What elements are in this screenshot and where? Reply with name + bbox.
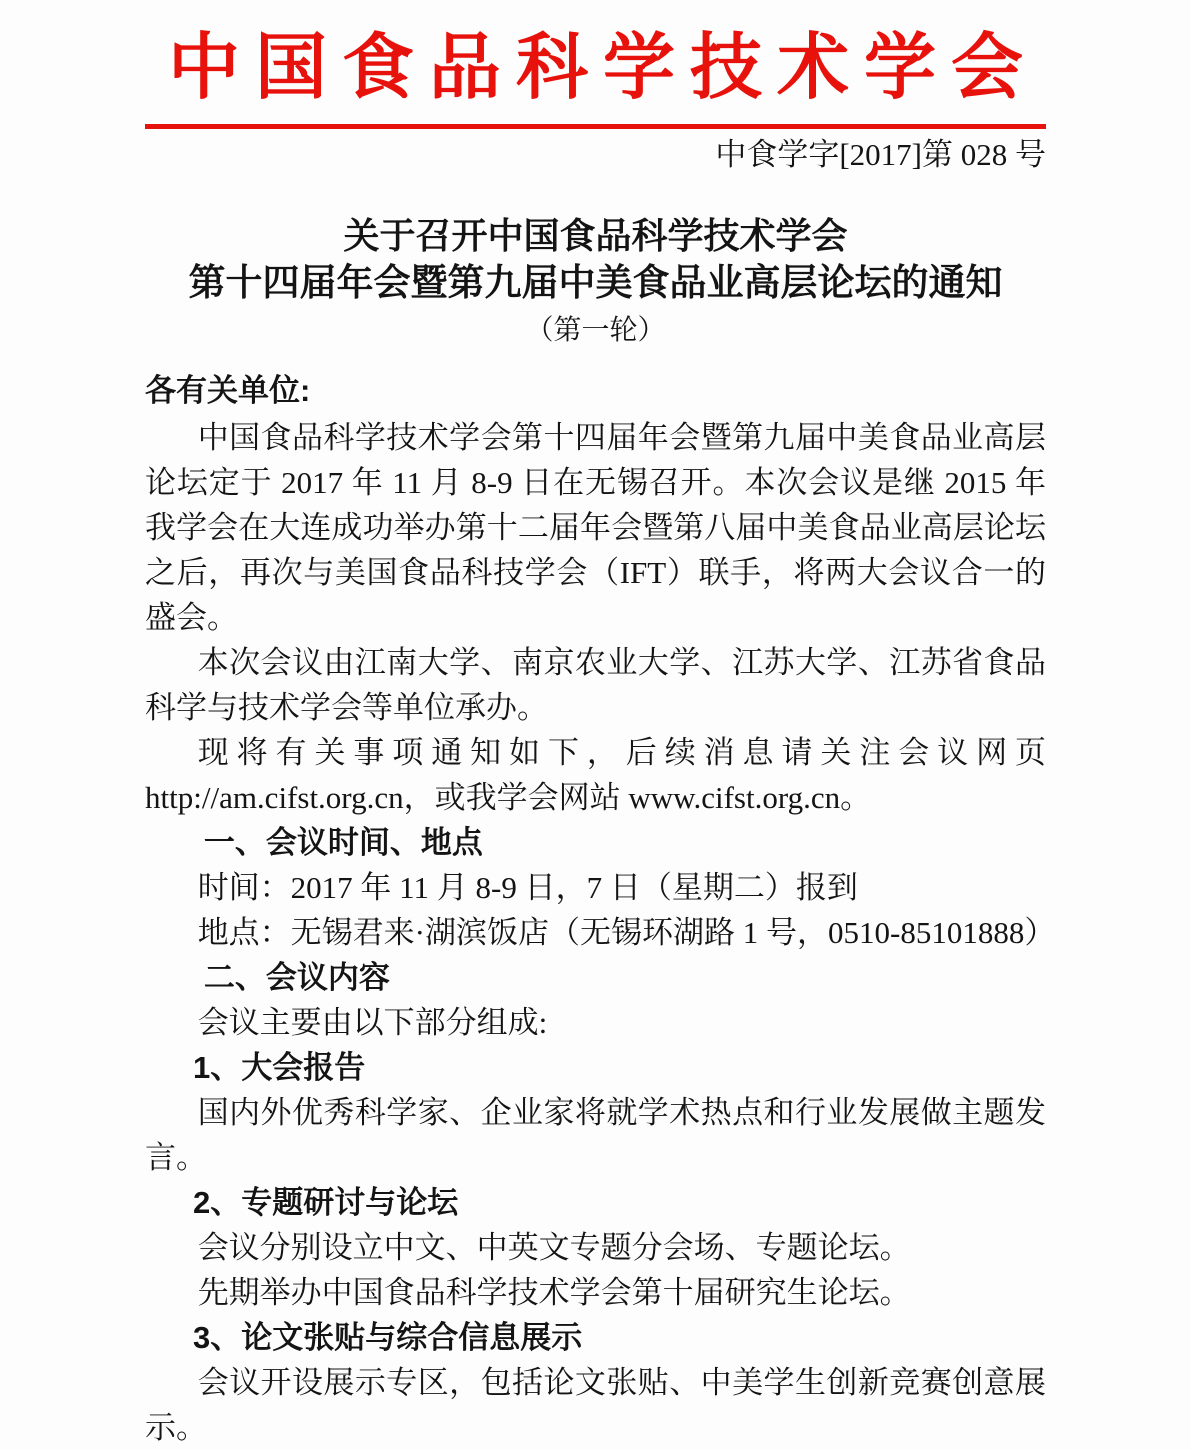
notice-title-line1: 关于召开中国食品科学技术学会 — [343, 215, 848, 256]
document-body — [145, 415, 1056, 1450]
salutation: 各有关单位: — [145, 373, 311, 408]
paragraph: 国内外优秀科学家、企业家将就学术热点和行业发展做主题发言。 — [145, 1095, 1046, 1175]
numbered-heading: 2、专题研讨与论坛 — [193, 1185, 459, 1220]
notice-title-line2: 第十四届年会暨第九届中美食品业高层论坛的通知 — [188, 262, 1003, 303]
paragraph: 现将有关事项通知如下，后续消息请关注会议网页 http://am.cifst.org.cn，或我学会网站 www.cifst.org.cn。 — [145, 735, 1046, 815]
paragraph: 本次会议由江南大学、南京农业大学、江苏大学、江苏省食品科学与技术学会等单位承办。 — [145, 645, 1046, 725]
paragraph: 时间：2017 年 11 月 8-9 日，7 日（星期二）报到 — [197, 870, 858, 905]
numbered-heading: 1、大会报告 — [193, 1050, 366, 1085]
letterhead-org-name: 中国食品科学技术学会 — [167, 28, 1038, 108]
paragraph: 会议分别设立中文、中英文专题分会场、专题论坛。 — [197, 1230, 911, 1265]
paragraph: 中国食品科学技术学会第十四届年会暨第九届中美食品业高层论坛定于 2017 年 11 月 8-9 日在无锡召开。本次会议是继 2015 年我学会在大连成功举办第十二届年会暨第八届中美食品业高层论坛之后，再次与美国食品科技学会（IFT）联手，将两大会议合一的盛会。 — [145, 420, 1046, 635]
notice-title — [145, 213, 1046, 307]
paragraph: 会议开设展示专区，包括论文张贴、中美学生创新竞赛创意展示。 — [145, 1365, 1046, 1445]
round-note: （第一轮） — [525, 315, 666, 346]
section-heading: 一、会议时间、地点 — [203, 825, 483, 860]
paragraph: 先期举办中国食品科学技术学会第十届研究生论坛。 — [197, 1275, 911, 1310]
paragraph: 会议主要由以下部分组成: — [197, 1005, 548, 1040]
paragraph: 地点：无锡君来·湖滨饭店（无锡环湖路 1 号，0510-85101888） — [197, 915, 1056, 950]
letterhead-divider — [145, 124, 1046, 129]
numbered-heading: 3、论文张贴与综合信息展示 — [193, 1320, 583, 1355]
document-number: 中食学字[2017]第 028 号 — [715, 137, 1046, 172]
section-heading: 二、会议内容 — [203, 960, 390, 995]
